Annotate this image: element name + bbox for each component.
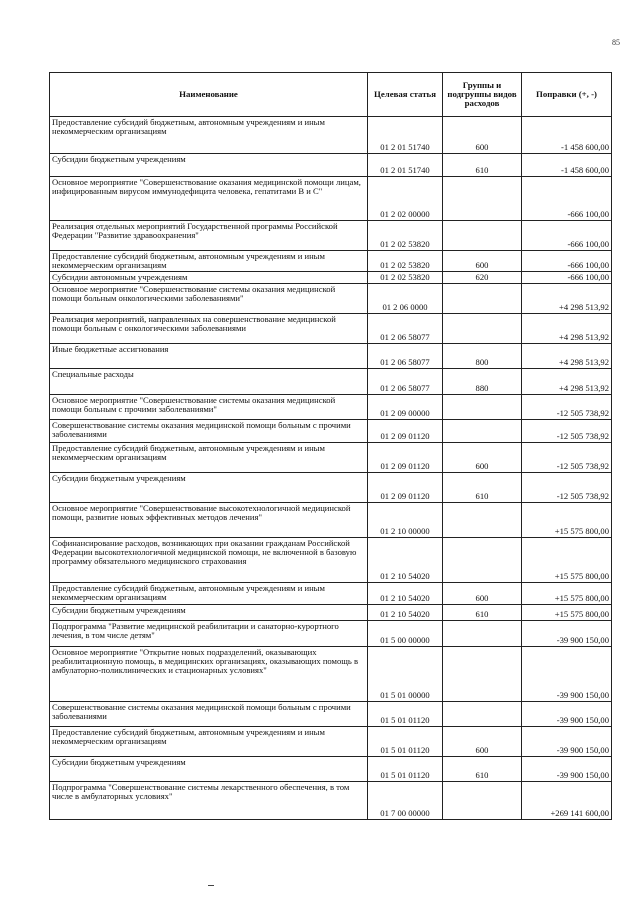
row-expense-group: 600 xyxy=(443,727,522,757)
row-target-article: 01 2 09 01120 xyxy=(368,443,443,473)
table-row xyxy=(50,443,612,473)
row-amendment: -12 505 738,92 xyxy=(522,473,612,503)
row-amendment: -666 100,00 xyxy=(522,221,612,251)
header-expense-groups: Группы и подгруппы видов расходов xyxy=(443,73,522,117)
row-name: Субсидии автономным учреждениям xyxy=(50,272,368,284)
table-row xyxy=(50,272,612,284)
table-row xyxy=(50,647,612,702)
row-target-article: 01 2 02 53820 xyxy=(368,272,443,284)
row-target-article: 01 2 10 54020 xyxy=(368,605,443,621)
row-target-article: 01 2 06 58077 xyxy=(368,344,443,369)
row-expense-group: 600 xyxy=(443,117,522,154)
table-header-row xyxy=(50,73,612,117)
row-target-article: 01 2 01 51740 xyxy=(368,154,443,177)
row-expense-group: 880 xyxy=(443,369,522,395)
row-target-article: 01 2 10 54020 xyxy=(368,583,443,605)
row-amendment: +4 298 513,92 xyxy=(522,369,612,395)
table-body xyxy=(50,117,612,820)
row-target-article: 01 5 01 01120 xyxy=(368,702,443,727)
row-amendment: +15 575 800,00 xyxy=(522,583,612,605)
row-name: Софинансирование расходов, возникающих при оказании гражданам Российской Федерации высокотехнологичной медицинской помощи, не включенной в базовую программу обязательного медицинского страхования xyxy=(50,538,368,583)
row-target-article: 01 5 00 00000 xyxy=(368,621,443,647)
row-target-article: 01 2 06 58077 xyxy=(368,314,443,344)
row-name: Подпрограмма "Совершенствование системы лекарственного обеспечения, в том числе в амбулаторных условиях" xyxy=(50,782,368,820)
table-row xyxy=(50,344,612,369)
row-expense-group: 610 xyxy=(443,154,522,177)
row-amendment: -12 505 738,92 xyxy=(522,443,612,473)
row-amendment: -39 900 150,00 xyxy=(522,621,612,647)
row-target-article: 01 2 09 01120 xyxy=(368,420,443,443)
row-expense-group: 620 xyxy=(443,272,522,284)
row-expense-group xyxy=(443,221,522,251)
row-expense-group xyxy=(443,538,522,583)
row-target-article: 01 5 01 00000 xyxy=(368,647,443,702)
row-expense-group xyxy=(443,395,522,420)
row-name: Основное мероприятие "Совершенствование оказания медицинской помощи лицам, инфицированным вирусом иммунодефицита человека, гепатитами В и С" xyxy=(50,177,368,221)
table-row xyxy=(50,177,612,221)
row-expense-group: 600 xyxy=(443,443,522,473)
table-row xyxy=(50,314,612,344)
row-amendment: -666 100,00 xyxy=(522,177,612,221)
table-row xyxy=(50,473,612,503)
page-number: 85 xyxy=(612,38,620,47)
row-amendment: -1 458 600,00 xyxy=(522,154,612,177)
table-row xyxy=(50,605,612,621)
row-expense-group xyxy=(443,503,522,538)
row-expense-group: 600 xyxy=(443,583,522,605)
row-name: Предоставление субсидий бюджетным, автономным учреждениям и иным некоммерческим организациям xyxy=(50,583,368,605)
row-expense-group xyxy=(443,314,522,344)
row-amendment: +15 575 800,00 xyxy=(522,503,612,538)
table-row xyxy=(50,782,612,820)
table-row xyxy=(50,538,612,583)
row-name: Предоставление субсидий бюджетным, автономным учреждениям и иным некоммерческим организациям xyxy=(50,443,368,473)
row-name: Субсидии бюджетным учреждениям xyxy=(50,154,368,177)
row-target-article: 01 2 10 00000 xyxy=(368,503,443,538)
row-name: Специальные расходы xyxy=(50,369,368,395)
row-amendment: -39 900 150,00 xyxy=(522,702,612,727)
row-amendment: +4 298 513,92 xyxy=(522,314,612,344)
row-name: Основное мероприятие "Открытие новых подразделений, оказывающих реабилитационную помощь, в медицинских организациях, оказывающих помощь в амбулаторно-поликлинических и стационарных условиях" xyxy=(50,647,368,702)
table-row xyxy=(50,117,612,154)
row-name: Субсидии бюджетным учреждениям xyxy=(50,473,368,503)
row-name: Основное мероприятие "Совершенствование системы оказания медицинской помощи больным с прочими заболеваниями" xyxy=(50,395,368,420)
table-row xyxy=(50,757,612,782)
header-name: Наименование xyxy=(50,73,368,117)
row-amendment: -666 100,00 xyxy=(522,272,612,284)
row-name: Предоставление субсидий бюджетным, автономным учреждениям и иным некоммерческим организациям xyxy=(50,727,368,757)
row-expense-group: 610 xyxy=(443,605,522,621)
row-name: Субсидии бюджетным учреждениям xyxy=(50,605,368,621)
row-amendment: -39 900 150,00 xyxy=(522,727,612,757)
row-expense-group xyxy=(443,702,522,727)
row-expense-group: 800 xyxy=(443,344,522,369)
row-name: Реализация отдельных мероприятий Государственной программы Российской Федерации "Развитие здравоохранения" xyxy=(50,221,368,251)
row-amendment: +269 141 600,00 xyxy=(522,782,612,820)
row-name: Основное мероприятие "Совершенствование системы оказания медицинской помощи больным онкологическими заболеваниями" xyxy=(50,284,368,314)
row-expense-group xyxy=(443,621,522,647)
row-target-article: 01 2 10 54020 xyxy=(368,538,443,583)
row-amendment: -12 505 738,92 xyxy=(522,395,612,420)
table-row xyxy=(50,284,612,314)
row-target-article: 01 5 01 01120 xyxy=(368,727,443,757)
row-target-article: 01 2 02 53820 xyxy=(368,221,443,251)
row-amendment: -666 100,00 xyxy=(522,251,612,272)
row-expense-group: 610 xyxy=(443,473,522,503)
table-row xyxy=(50,221,612,251)
row-target-article: 01 2 06 0000 xyxy=(368,284,443,314)
table-row xyxy=(50,251,612,272)
row-target-article: 01 2 09 00000 xyxy=(368,395,443,420)
row-target-article: 01 2 06 58077 xyxy=(368,369,443,395)
budget-amendments-table xyxy=(49,72,612,820)
row-target-article: 01 2 09 01120 xyxy=(368,473,443,503)
row-target-article: 01 2 02 00000 xyxy=(368,177,443,221)
row-amendment: +15 575 800,00 xyxy=(522,538,612,583)
table-row xyxy=(50,621,612,647)
row-amendment: -12 505 738,92 xyxy=(522,420,612,443)
row-target-article: 01 2 01 51740 xyxy=(368,117,443,154)
row-expense-group: 600 xyxy=(443,251,522,272)
row-name: Реализация мероприятий, направленных на совершенствование медицинской помощи больным с онкологическими заболеваниями xyxy=(50,314,368,344)
table-row xyxy=(50,503,612,538)
row-target-article: 01 2 02 53820 xyxy=(368,251,443,272)
row-expense-group xyxy=(443,420,522,443)
row-name: Иные бюджетные ассигнования xyxy=(50,344,368,369)
row-name: Основное мероприятие "Совершенствование высокотехнологичной медицинской помощи, развитие новых эффективных методов лечения" xyxy=(50,503,368,538)
row-amendment: +4 298 513,92 xyxy=(522,344,612,369)
row-name: Подпрограмма "Развитие медицинской реабилитации и санаторно-курортного лечения, в том числе детям" xyxy=(50,621,368,647)
row-name: Предоставление субсидий бюджетным, автономным учреждениям и иным некоммерческим организациям xyxy=(50,117,368,154)
row-target-article: 01 5 01 01120 xyxy=(368,757,443,782)
row-amendment: -1 458 600,00 xyxy=(522,117,612,154)
table-row xyxy=(50,583,612,605)
row-amendment: -39 900 150,00 xyxy=(522,757,612,782)
row-expense-group xyxy=(443,647,522,702)
table-row xyxy=(50,420,612,443)
header-target-article: Целевая статья xyxy=(368,73,443,117)
row-name: Совершенствование системы оказания медицинской помощи больным с прочими заболеваниями xyxy=(50,420,368,443)
row-expense-group xyxy=(443,284,522,314)
row-name: Субсидии бюджетным учреждениям xyxy=(50,757,368,782)
row-name: Предоставление субсидий бюджетным, автономным учреждениям и иным некоммерческим организациям xyxy=(50,251,368,272)
row-target-article: 01 7 00 00000 xyxy=(368,782,443,820)
header-amendments: Поправки (+, -) xyxy=(522,73,612,117)
table-row xyxy=(50,369,612,395)
row-amendment: +15 575 800,00 xyxy=(522,605,612,621)
row-expense-group xyxy=(443,177,522,221)
table-row xyxy=(50,395,612,420)
table-row xyxy=(50,702,612,727)
footer-mark xyxy=(208,885,214,886)
table-row xyxy=(50,727,612,757)
row-expense-group: 610 xyxy=(443,757,522,782)
row-amendment: -39 900 150,00 xyxy=(522,647,612,702)
table-row xyxy=(50,154,612,177)
row-name: Совершенствование системы оказания медицинской помощи больным с прочими заболеваниями xyxy=(50,702,368,727)
row-expense-group xyxy=(443,782,522,820)
row-amendment: +4 298 513,92 xyxy=(522,284,612,314)
